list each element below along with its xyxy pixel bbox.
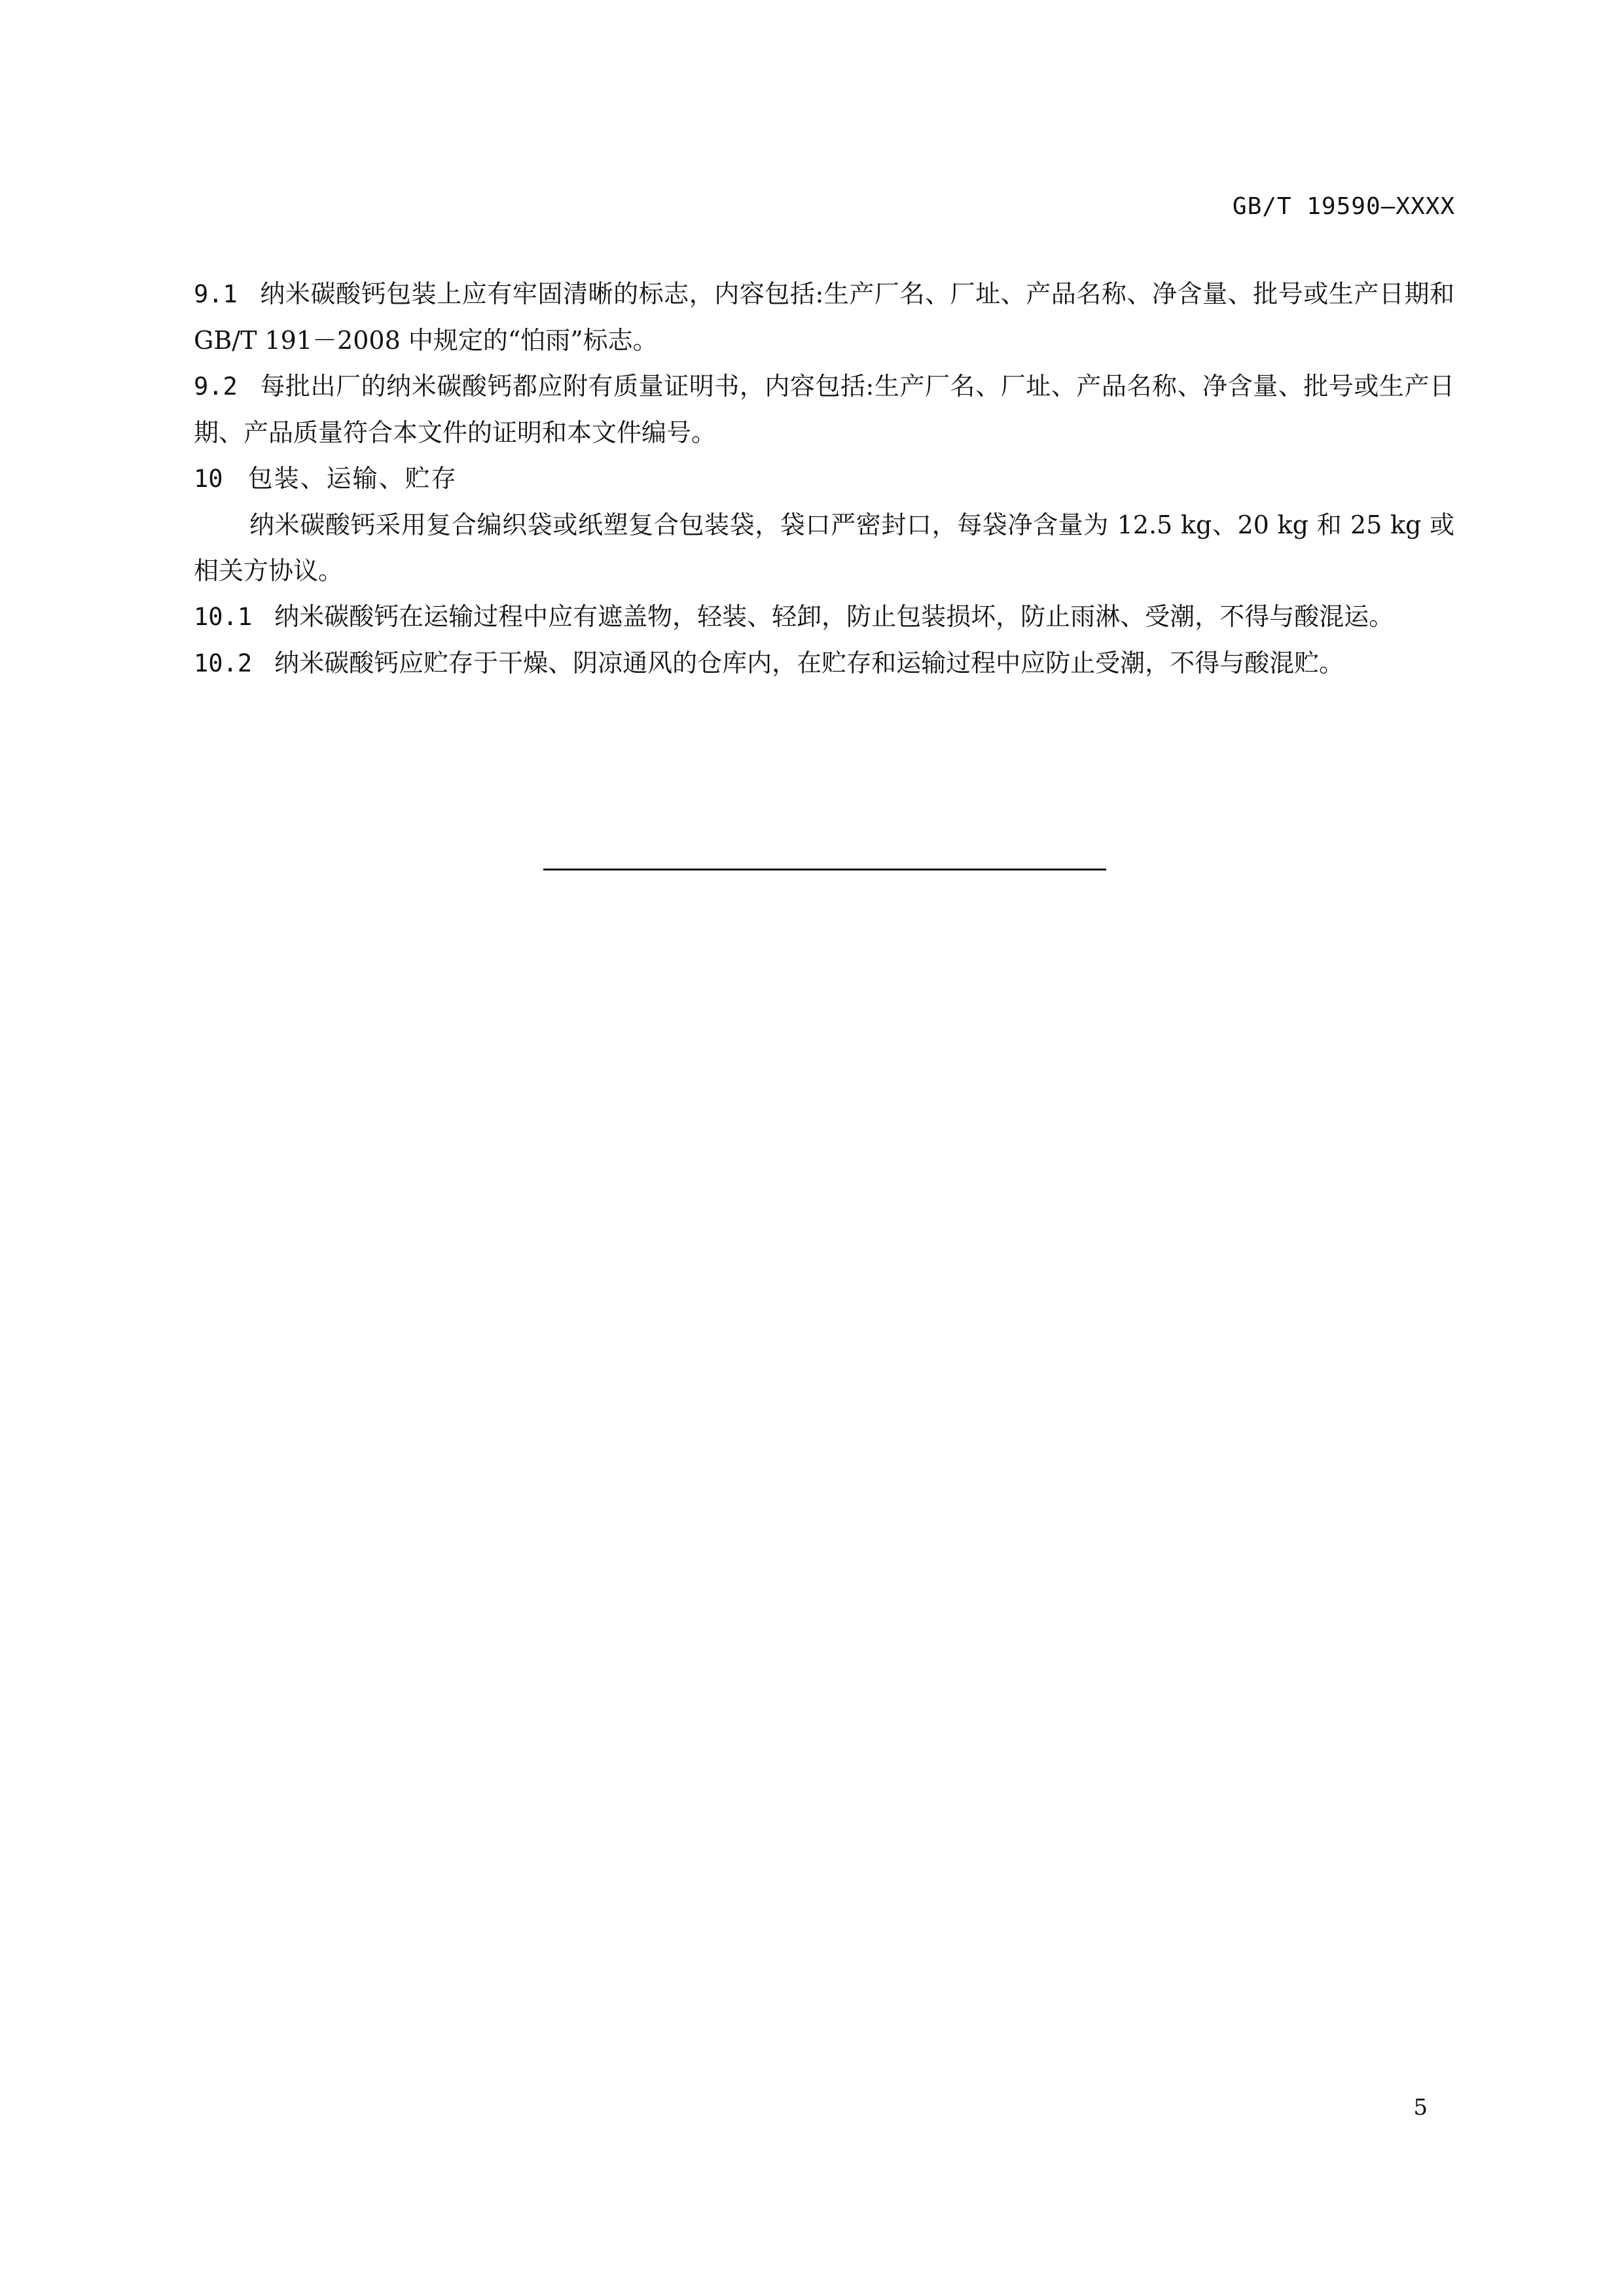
document-body — [194, 271, 1454, 687]
clause-text: 纳米碳酸钙包装上应有牢固清晰的标志，内容包括:生产厂名、厂址、产品名称、净含量、批号或生产日期和 GB/T 191－2008 中规定的“怕雨”标志。 — [194, 279, 1454, 355]
end-of-document-rule — [543, 869, 1106, 870]
clause-number: 9.2 — [194, 372, 238, 401]
section-number: 10 — [194, 465, 223, 493]
clause-9-2 — [194, 363, 1454, 456]
clause-number: 9.1 — [194, 280, 238, 308]
clause-number: 10.1 — [194, 603, 253, 631]
clause-10-2 — [194, 640, 1454, 687]
clause-text: 纳米碳酸钙在运输过程中应有遮盖物，轻装、轻卸，防止包装损坏，防止雨淋、受潮，不得与酸混运。 — [274, 602, 1394, 631]
section-title: 包装、运输、贮存 — [247, 464, 458, 493]
clause-number: 10.2 — [194, 649, 253, 677]
clause-9-1 — [194, 271, 1454, 363]
section-heading-10 — [194, 456, 1454, 502]
section-10-body: 纳米碳酸钙采用复合编织袋或纸塑复合包装袋，袋口严密封口，每袋净含量为 12.5 kg、20 kg 和 25 kg 或相关方协议。 — [194, 511, 1454, 585]
clause-text: 每批出厂的纳米碳酸钙都应附有质量证明书，内容包括:生产厂名、厂址、产品名称、净含量、批号或生产日期、产品质量符合本文件的证明和本文件编号。 — [194, 372, 1454, 447]
standard-code: GB/T 19590—XXXX — [1232, 193, 1455, 220]
page-number: 5 — [1413, 2094, 1428, 2121]
clause-10-1 — [194, 594, 1454, 640]
clause-text: 纳米碳酸钙应贮存于干燥、阴凉通风的仓库内，在贮存和运输过程中应防止受潮，不得与酸混贮。 — [274, 649, 1344, 677]
